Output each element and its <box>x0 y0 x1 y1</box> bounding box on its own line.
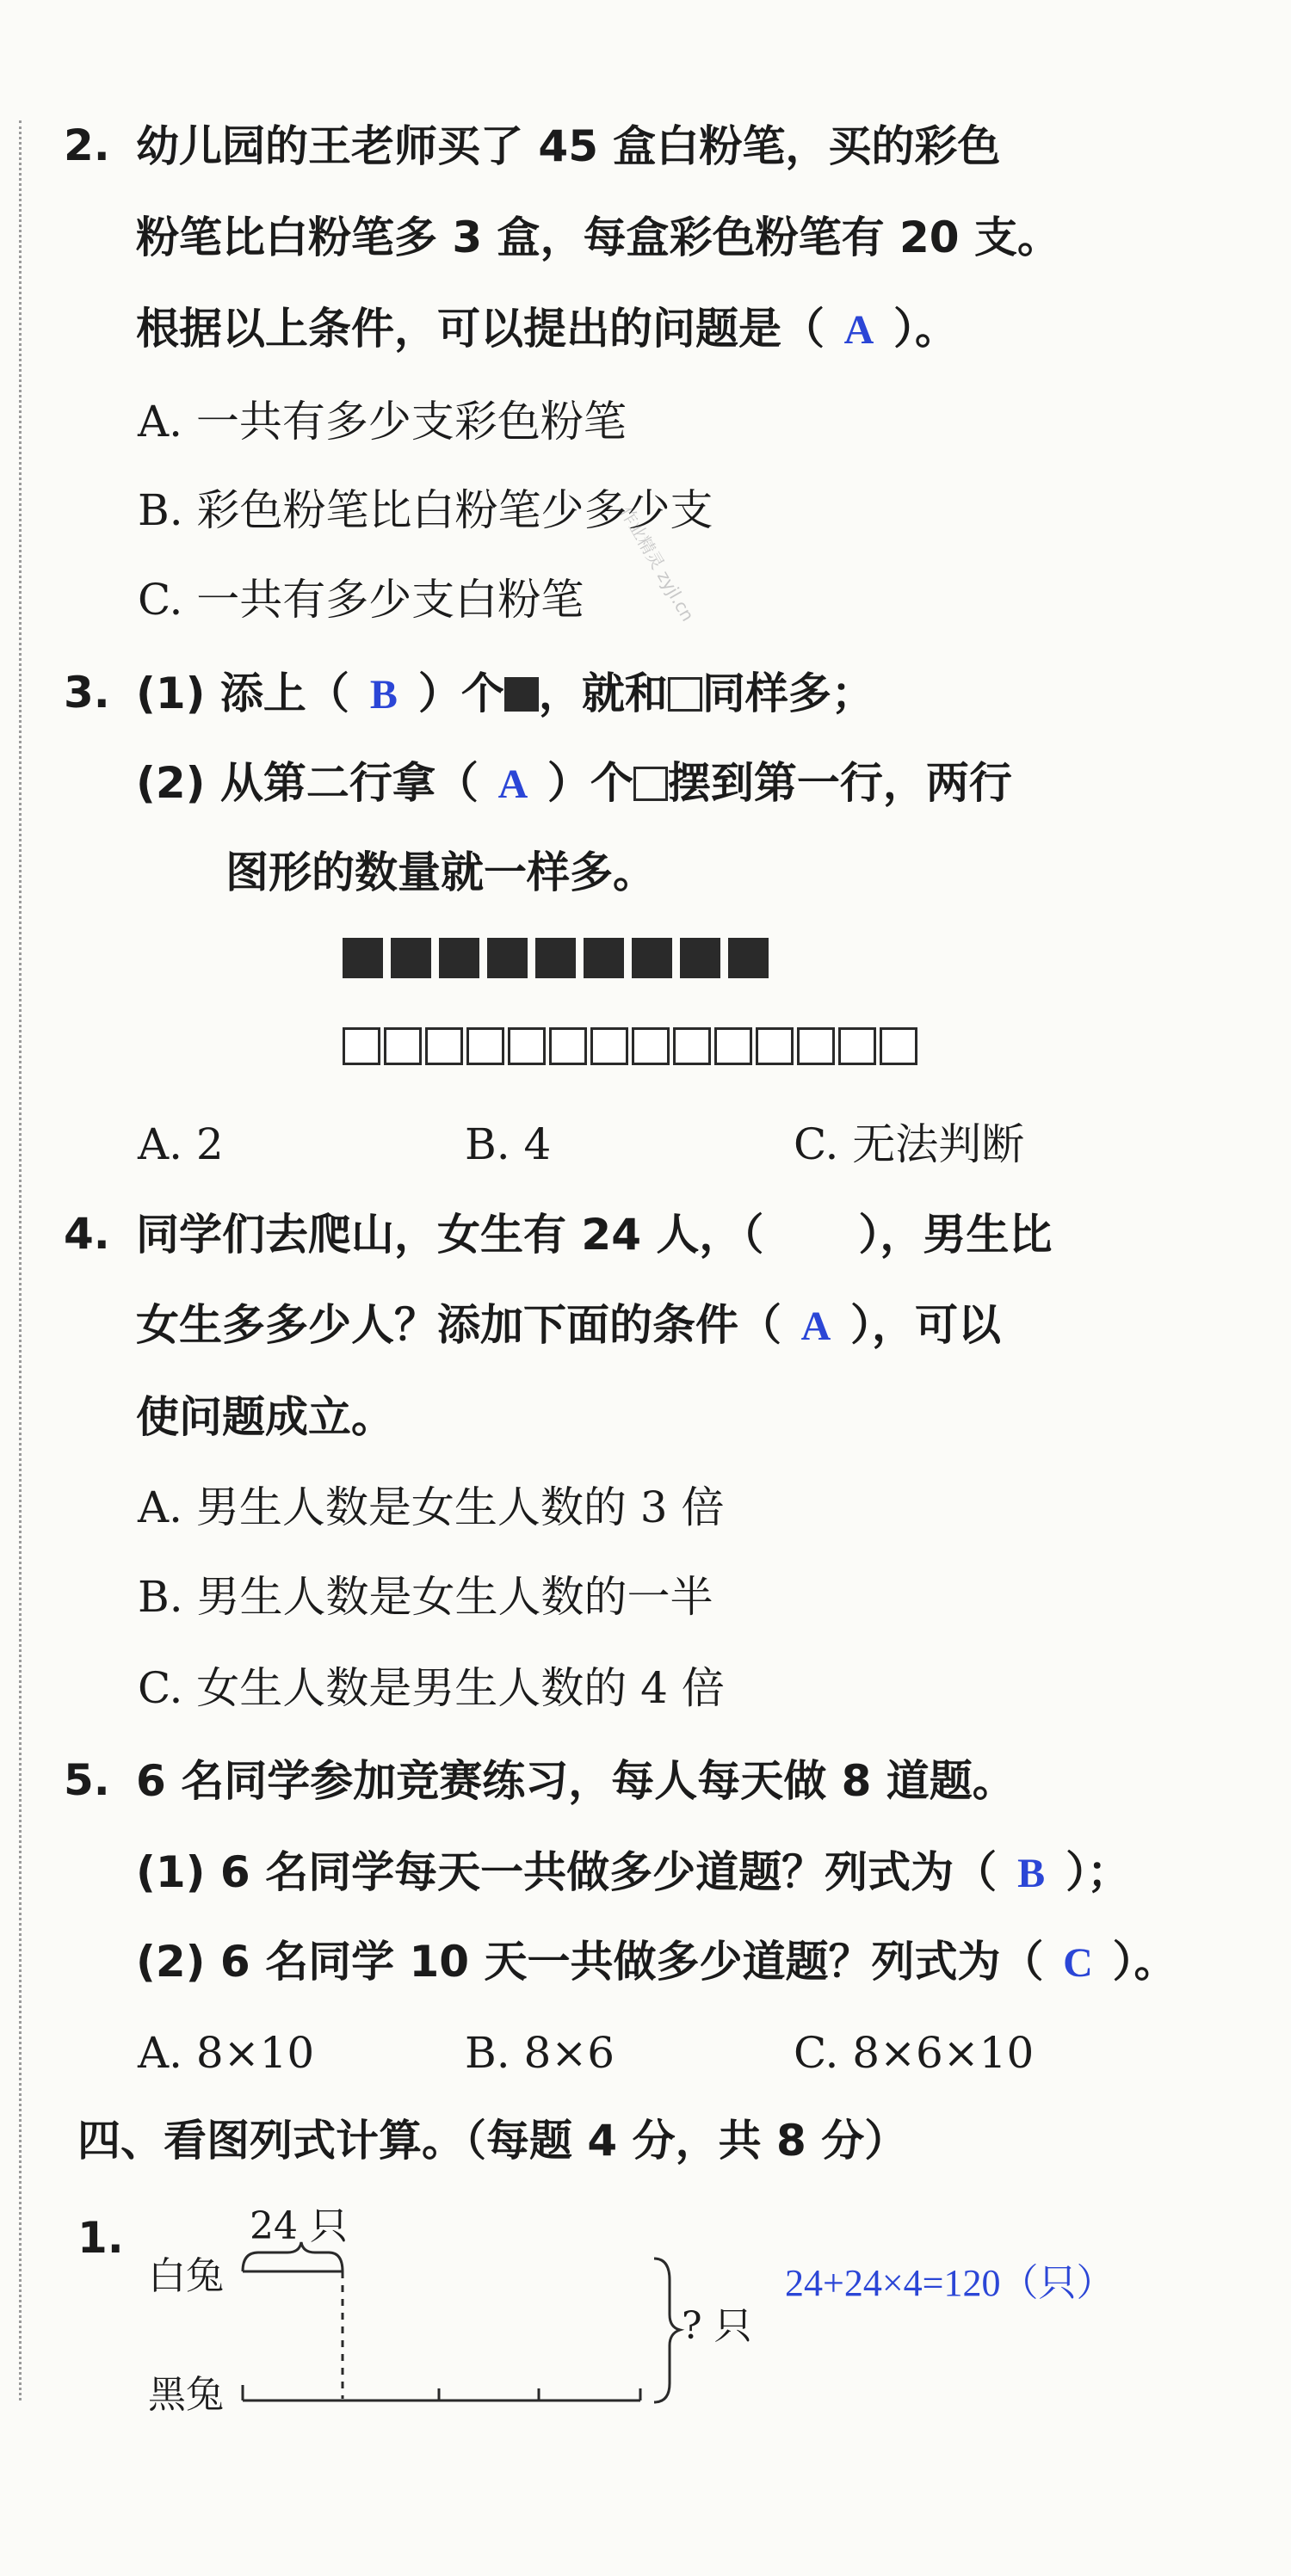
q3-option-b: B. 4 <box>465 1119 552 1169</box>
q3-part1-end: 同样多； <box>701 669 874 718</box>
section4-title: 四、看图列式计算。（每题 4 分，共 8 分） <box>77 2116 908 2166</box>
q2-answer: A <box>843 307 874 353</box>
q4-answer: A <box>800 1303 831 1349</box>
q5-part2-end: ）。 <box>1112 1937 1177 1987</box>
q3-option-c: C. 无法判断 <box>794 1119 1025 1169</box>
q3-part1-text: (1) 添上（ <box>136 669 349 718</box>
q5-number: 5. <box>64 1755 110 1805</box>
watermark: 作业精灵 zyjl.cn <box>615 502 699 626</box>
q5-part1-text: (1) 6 名同学每天一共做多少道题？列式为（ <box>136 1847 998 1897</box>
q5-option-a: A. 8×10 <box>138 2028 315 2078</box>
q2-option-c: C. 一共有多少支白粉笔 <box>138 575 584 625</box>
q2-line3-end: ）。 <box>893 304 958 354</box>
q3-part1-mid2: ，就和 <box>538 669 668 718</box>
q5-option-c: C. 8×6×10 <box>794 2028 1035 2078</box>
q2-number: 2. <box>64 120 110 170</box>
q2-line1: 幼儿园的王老师买了 45 盒白粉笔，买的彩色 <box>136 121 1001 171</box>
section4-answer: 24+24×4=120（只） <box>785 2262 1115 2304</box>
q2-line2: 粉笔比白粉笔多 3 盒，每盒彩色粉笔有 20 支。 <box>136 213 1060 262</box>
q5-option-b: B. 8×6 <box>465 2028 615 2078</box>
q4-line2-text: 女生多多少人？添加下面的条件（ <box>136 1300 781 1350</box>
top-brace <box>243 2242 343 2271</box>
q5-part1-end: ）； <box>1066 1847 1131 1897</box>
q3-number: 3. <box>64 668 110 718</box>
q4-option-a: A. 男生人数是女生人数的 3 倍 <box>138 1482 725 1532</box>
q4-number: 4. <box>64 1209 110 1259</box>
label-white-rabbit: 白兔 <box>148 2254 224 2298</box>
right-brace <box>654 2259 680 2402</box>
q3-part2-mid: ）个 <box>547 758 633 808</box>
q4-line1-text: 同学们去爬山，女生有 24 人，（ <box>136 1210 764 1260</box>
q3-option-a: A. 2 <box>138 1119 224 1169</box>
q4-line1-end: ），男生比 <box>858 1210 1053 1260</box>
q4-option-b: B. 男生人数是女生人数的一半 <box>138 1572 713 1622</box>
q5-part2-text: (2) 6 名同学 10 天一共做多少道题？列式为（ <box>136 1937 1044 1987</box>
section4-q1-number: 1. <box>77 2213 124 2263</box>
q4-option-c: C. 女生人数是男生人数的 4 倍 <box>138 1663 725 1713</box>
q2-line3-text: 根据以上条件，可以提出的问题是（ <box>136 304 825 354</box>
q3-part2-end: 摆到第一行，两行 <box>667 758 1012 808</box>
q3-part2-text: (2) 从第二行拿（ <box>136 758 479 808</box>
q4-line2-end: ），可以 <box>850 1300 1001 1350</box>
q5-line1: 6 名同学参加竞赛练习，每人每天做 8 道题。 <box>136 1756 1016 1806</box>
q3-part1-answer: B <box>369 672 398 718</box>
label-24: 24 只 <box>250 2204 348 2248</box>
q3-part2-line2: 图形的数量就一样多。 <box>225 847 656 897</box>
q4-line3: 使问题成立。 <box>136 1392 394 1442</box>
q5-part1-answer: B <box>1017 1851 1046 1896</box>
label-question: ? 只 <box>682 2304 752 2348</box>
q3-part2-answer: A <box>497 761 528 807</box>
q2-option-a: A. 一共有多少支彩色粉笔 <box>138 397 627 447</box>
q2-option-b: B. 彩色粉笔比白粉笔少多少支 <box>138 485 713 535</box>
q3-part1-mid: ）个 <box>417 669 504 718</box>
label-black-rabbit: 黑兔 <box>148 2373 224 2417</box>
q5-part2-answer: C <box>1063 1940 1093 1986</box>
